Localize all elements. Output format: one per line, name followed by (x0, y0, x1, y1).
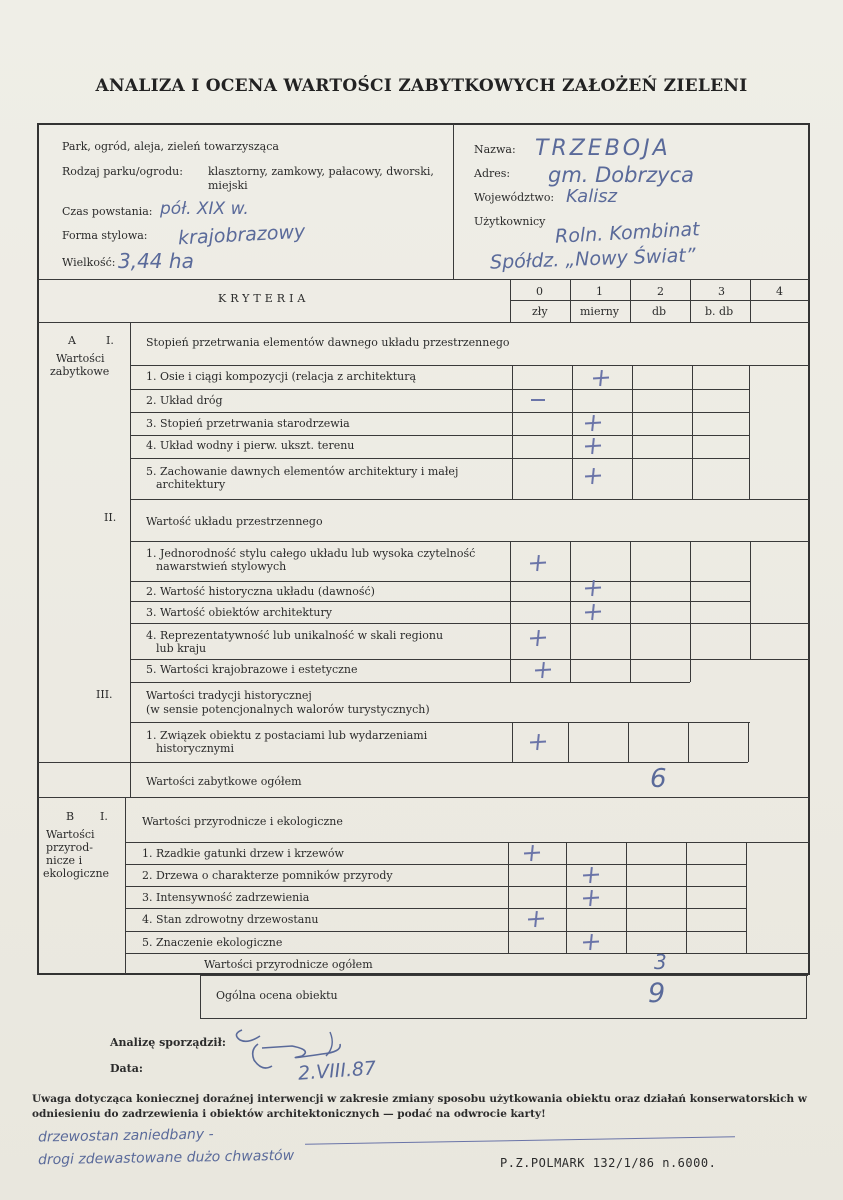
mark-plus (593, 370, 609, 386)
voivodeship-value: Kalisz (566, 186, 618, 207)
kind-label: Rodzaj parku/ogrodu: (62, 165, 183, 178)
mark-plus (524, 845, 540, 861)
g1-col-4 (749, 365, 750, 499)
b-item-5: 5. Znaczenie ekologiczne (142, 936, 283, 949)
a1-item-1: 1. Osie i ciągi kompozycji (relacja z architekturą (146, 370, 417, 383)
a3-item-1-cont: historycznymi (156, 742, 234, 755)
col-div-4 (750, 280, 751, 322)
section-b-name-1: Wartości (46, 828, 95, 841)
section-a-letter: A (68, 334, 76, 347)
kind-options-2: miejski (208, 179, 248, 192)
name-value: TRZEBOJA (535, 136, 671, 161)
hand-note-2: drogi zdewastowane dużo chwastów (37, 1147, 295, 1169)
mark-plus (530, 734, 546, 750)
form-title: ANALIZA I OCENA WARTOŚCI ZABYTKOWYCH ZAŁOŻEŃ ZIELENI (95, 76, 748, 96)
a1-item-5: 5. Zachowanie dawnych elementów architektury i małej (146, 465, 459, 478)
section-a-divider (130, 323, 131, 797)
users-label: Użytkownicy (474, 215, 546, 228)
g2-col-2 (630, 541, 631, 682)
g2-col-0 (510, 541, 511, 682)
section-a-roman: I. (106, 334, 114, 347)
rule-a2-top (130, 541, 809, 542)
mark-plus (583, 934, 599, 950)
voivodeship-label: Województwo: (474, 191, 555, 204)
a3-item-1: 1. Związek obiektu z postaciami lub wydarzeniami (146, 729, 428, 742)
g2-col-1 (570, 541, 571, 682)
group-a3-roman: III. (96, 688, 113, 701)
period-label: Czas powstania: (62, 205, 153, 218)
g2-row-2 (130, 601, 750, 602)
overall-top-rule (200, 975, 808, 976)
address-value: gm. Dobrzyca (548, 163, 694, 187)
style-value: krajobrazowy (177, 220, 306, 250)
col-header-mid-rule (510, 300, 809, 301)
overall-left-rule (200, 975, 201, 1018)
b-row-1 (125, 864, 747, 865)
g2-row-4 (130, 659, 809, 660)
a2-item-4-cont: lub kraju (156, 642, 207, 655)
a2-item-1-cont: nawarstwień stylowych (156, 560, 287, 573)
section-b-name-4: ekologiczne (43, 867, 110, 880)
g2-col-4 (750, 541, 751, 659)
col-div-3 (690, 280, 691, 322)
mark-plus (585, 415, 601, 431)
g1-row-2 (130, 412, 750, 413)
park-type-line: Park, ogród, aleja, zieleń towarzysząca (62, 140, 279, 153)
hand-strikeout (305, 1136, 735, 1145)
header-bottom-rule (38, 279, 809, 280)
date-value: 2.VIII.87 (297, 1057, 377, 1085)
g1-col-0 (512, 365, 513, 499)
g1-col-3 (692, 365, 693, 499)
b-col-2 (626, 842, 627, 953)
mark-plus (528, 911, 544, 927)
name-label: Nazwa: (474, 143, 516, 156)
a2-item-4: 4. Reprezentatywność lub unikalność w skali regionu (146, 629, 444, 642)
g3-col-3 (688, 722, 689, 762)
prepared-label: Analizę sporządził: (110, 1036, 226, 1049)
col-word-0: zły (532, 305, 548, 318)
section-a-name-2: zabytkowe (50, 365, 110, 378)
b-row-3 (125, 908, 747, 909)
col-div-1 (570, 280, 571, 322)
g1-row-3 (130, 435, 750, 436)
col-num-3: 3 (718, 285, 725, 298)
b-col-3 (686, 842, 687, 953)
mark-plus (583, 890, 599, 906)
a1-item-5-cont: architektury (156, 478, 226, 491)
date-label: Data: (110, 1062, 143, 1075)
a2-item-2: 2. Wartość historyczna układu (dawność) (146, 585, 375, 598)
mark-plus (530, 630, 546, 646)
g2-row-1 (130, 581, 750, 582)
overall-value: 9 (648, 978, 666, 1009)
col-num-4: 4 (776, 285, 783, 298)
b-row-5 (125, 953, 809, 954)
g2-row-5 (130, 682, 690, 683)
g1-row-4 (130, 458, 750, 459)
col-word-1: mierny (580, 305, 620, 318)
mark-plus (585, 604, 601, 620)
section-a-bottom-rule (38, 797, 809, 798)
a-total-label: Wartości zabytkowe ogółem (146, 775, 302, 788)
mark-plus (583, 867, 599, 883)
section-a-name-1: Wartości (56, 352, 105, 365)
group-a3-title-1: Wartości tradycji historycznej (146, 689, 312, 702)
g3-col-4 (748, 722, 749, 762)
users-value-1: Roln. Kombinat (554, 218, 701, 248)
b-col-0 (508, 842, 509, 953)
b-total-value: 3 (654, 950, 667, 974)
size-label: Wielkość: (62, 256, 116, 269)
a-total-value: 6 (650, 764, 667, 794)
b-item-3: 3. Intensywność zadrzewienia (142, 891, 310, 904)
col-word-2: db (652, 305, 667, 318)
criteria-label: KRYTERIA (218, 292, 310, 305)
section-b-name-2: przyrod- (46, 841, 93, 854)
address-label: Adres: (474, 167, 511, 180)
kind-options: klasztorny, zamkowy, pałacowy, dworski, (208, 165, 434, 178)
g1-row-1 (130, 389, 750, 390)
rule-a3-top (130, 722, 750, 723)
footer-note: Uwaga dotycząca koniecznej doraźnej interwencji w zakresie zmiany sposobu użytkowania obiektu oraz działań konserwatorskich w odniesieniu do zadrzewienia i obiektów architektonicznych — podać na odwrocie karty! (32, 1093, 807, 1120)
col-num-0: 0 (536, 285, 543, 298)
group-a1-title: Stopień przetrwania elementów dawnego układu przestrzennego (146, 336, 510, 349)
col-div-2 (630, 280, 631, 322)
a1-item-3: 3. Stopień przetrwania starodrzewia (146, 417, 350, 430)
col-num-2: 2 (657, 285, 664, 298)
group-a3-title-2: (w sensie potencjonalnych walorów turystycznych) (146, 703, 430, 716)
criteria-bottom-rule (38, 322, 809, 323)
a2-item-5: 5. Wartości krajobrazowe i estetyczne (146, 663, 358, 676)
rule-a1-top (130, 365, 809, 366)
a2-item-3: 3. Wartość obiektów architektury (146, 606, 332, 619)
col-word-3: b. db (705, 305, 734, 318)
b-col-1 (566, 842, 567, 953)
section-b-letter: B (66, 810, 75, 823)
overall-bottom-rule (200, 1018, 807, 1019)
overall-right-rule (806, 975, 807, 1018)
b-total-label: Wartości przyrodnicze ogółem (204, 958, 373, 971)
group-a2-title: Wartość układu przestrzennego (146, 515, 323, 528)
users-value-2: Spółdz. „Nowy Świat” (489, 244, 696, 274)
g1-row-5 (130, 499, 809, 500)
style-label: Forma stylowa: (62, 229, 148, 242)
size-value: 3,44 ha (118, 249, 194, 273)
mark-plus (530, 555, 546, 571)
b-item-2: 2. Drzewa o charakterze pomników przyrody (142, 869, 393, 882)
b-row-4 (125, 931, 747, 932)
g3-col-2 (628, 722, 629, 762)
g2-col-3 (690, 541, 691, 682)
group-b1-title: Wartości przyrodnicze i ekologiczne (142, 815, 343, 828)
g3-col-0 (512, 722, 513, 762)
hand-note-1: drzewostan zaniedbany - (37, 1126, 214, 1146)
a2-item-1: 1. Jednorodność stylu całego układu lub wysoka czytelność (146, 547, 476, 560)
a1-item-4: 4. Układ wodny i pierw. ukszt. terenu (146, 439, 355, 452)
header-divider (453, 124, 454, 279)
b-item-4: 4. Stan zdrowotny drzewostanu (142, 913, 319, 926)
g1-col-1 (572, 365, 573, 499)
mark-minus (531, 399, 545, 401)
g1-col-2 (632, 365, 633, 499)
col-div-0 (510, 280, 511, 322)
period-value: pół. XIX w. (160, 199, 249, 219)
section-b-name-3: nicze i (46, 854, 83, 867)
a1-item-2: 2. Układ dróg (146, 394, 223, 407)
print-code: P.Z.POLMARK 132/1/86 n.6000. (500, 1156, 717, 1170)
mark-plus (585, 438, 601, 454)
group-a2-roman: II. (104, 511, 117, 524)
col-num-1: 1 (596, 285, 603, 298)
overall-label: Ogólna ocena obiektu (216, 989, 338, 1002)
mark-plus (585, 468, 601, 484)
b-col-4 (746, 842, 747, 953)
section-b-roman: I. (100, 810, 108, 823)
b-row-2 (125, 886, 747, 887)
mark-plus (535, 662, 551, 678)
rule-b1-top (125, 842, 809, 843)
mark-plus (585, 580, 601, 596)
b-item-1: 1. Rzadkie gatunki drzew i krzewów (142, 847, 344, 860)
g3-row-1 (38, 762, 748, 763)
g3-col-1 (568, 722, 569, 762)
g2-row-3 (130, 623, 809, 624)
